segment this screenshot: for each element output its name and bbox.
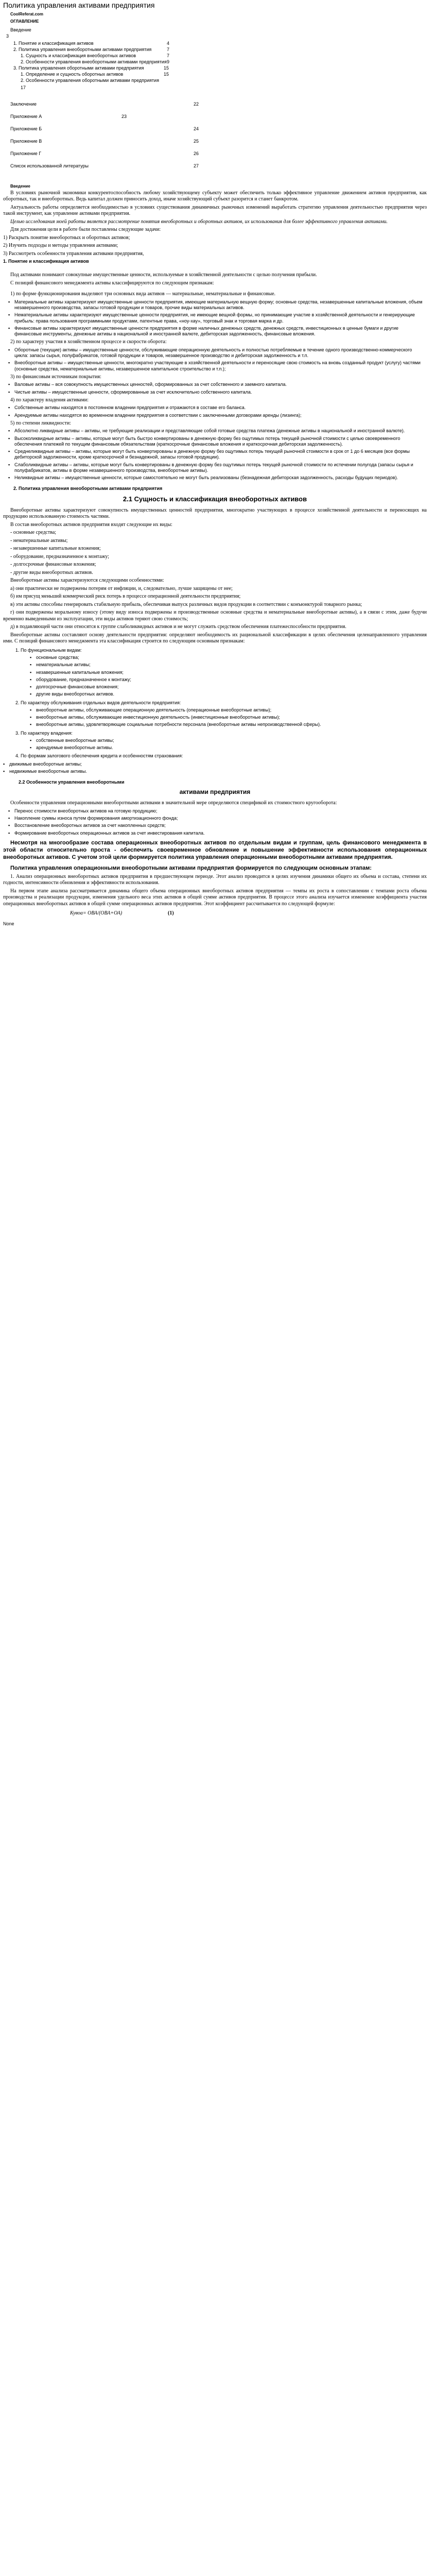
paragraph: 2) по характеру участия в хозяйственном процессе и скорости оборота: <box>10 339 167 345</box>
list-item: - долгосрочные финансовые вложения; <box>10 562 96 568</box>
paragraph: В состав внеоборотных активов предприятия входят следующие их виды: <box>10 521 172 528</box>
trailing-text: None <box>3 921 14 926</box>
bullet-list <box>3 347 427 372</box>
formula <box>70 910 427 917</box>
paragraph: в) эти активы способны генерировать стабильную прибыль, обеспечивая выпуск различных видов продукции в соответствии с конъюнктурой товарного рынка; <box>10 601 362 607</box>
list-item: ▪ Чистые активы – имущественные ценности, сформированные за счет исключительно собственного капитала. <box>14 389 427 395</box>
table-of-contents <box>3 27 427 173</box>
section-2-2-heading-cont: активами предприятия <box>179 788 251 796</box>
site-name: CoolReferat.com <box>10 11 44 16</box>
paragraph: 5) по степени ликвидности: <box>10 420 71 426</box>
paragraph: д) в подавляющей части они относятся к группе слаболиквидных активов и не могут служить средством обеспечения платежеспособности предприятия. <box>10 624 346 630</box>
toc-item[interactable] <box>8 148 427 160</box>
bullet-list <box>3 808 427 836</box>
list-item: ▪ движимые внеоборотные активы; <box>9 761 427 767</box>
list-item: ▪ Финансовые активы характеризуют имущественные ценности предприятия в форме наличных денежных средств, денежных средств, инвестиционных в ценные бумаги и другие финансовые инструменты, денежные активы в национальной и иностранной валюте, дебиторская задолженность, финансовые вложения. <box>14 326 427 337</box>
toc-item-label: Приложение А <box>10 113 42 119</box>
toc-item-intro-page <box>8 33 427 41</box>
toc-item-label: 3. Политика управления оборотными активами предприятия <box>13 65 144 71</box>
task-item: 3) Рассмотреть особенности управления активами предприятия, <box>3 250 144 257</box>
paragraph: б) им присущ меньший коммерческий риск потерь в процессе операционной деятельности предприятия; <box>10 594 241 600</box>
paragraph: 1) по форме функционирования выделяют три основных вида активов — материальные, нематериальные и финансовые. <box>10 291 276 297</box>
list-item: ▪ внеоборотные активы, обслуживающие инвестиционную деятельность (инвестиционные внеоборотные активы); <box>36 715 427 720</box>
toc-item-page: 7 <box>167 53 170 58</box>
list-item: ▪ Арендуемые активы находятся во временном владении предприятия в соответствии с заключенными договорами аренды (лизинга); <box>14 413 427 418</box>
toc-item-page: 7 <box>167 46 170 52</box>
task-item: 2) Изучить подходы и методы управления активами; <box>3 243 118 248</box>
list-item: - незавершенные капитальные вложения; <box>10 546 101 552</box>
toc-item-intro[interactable] <box>8 27 427 33</box>
paragraph: а) они практически не подвержены потерям от инфляции, и, следовательно, лучше защищены от нее; <box>10 585 233 591</box>
list-item: ▪ Высоколиквидные активы – активы, которые могут быть быстро конвертированы в денежную форму без ощутимых потерь текущей рыночной стоимости с целью своевременного обеспечения платежей по текущим финансовым обязательствам (краткосрочные финансовые вложения и краткосрочная дебиторская задолженность). <box>14 436 427 448</box>
bullet-list <box>15 707 427 728</box>
list-item: ▪ основные средства; <box>36 655 427 660</box>
toc-item[interactable] <box>8 135 427 148</box>
section-2-2-heading: 2.2 Особенности управления внеоборотными <box>19 779 125 785</box>
list-heading: 4. По формам залогового обеспечения кредита и особенностям страхования: <box>15 753 183 759</box>
formula-number: (1) <box>168 910 174 917</box>
toc-item-page: 25 <box>194 138 199 144</box>
task-item: 1) Раскрыть понятие внеоборотных и оборотных активов; <box>3 234 130 241</box>
list-item: ▪ Накопление суммы износа путем формирования амортизационного фонда; <box>14 816 427 821</box>
paragraph: Особенности управления операционными внеоборотными активами в значительной мере определяются спецификой их стоимостного кругооборота: <box>10 800 337 806</box>
toc-heading: ОГЛАВЛЕНИЕ <box>10 19 39 24</box>
list-item: ▪ оборудование, предназначенное к монтажу; <box>36 677 427 683</box>
toc-item[interactable] <box>8 41 427 47</box>
list-item: ▪ собственные внеоборотные активы; <box>36 738 427 743</box>
bullet-list <box>3 405 427 418</box>
toc-item[interactable] <box>8 72 427 78</box>
toc-item[interactable] <box>8 59 427 65</box>
list-item: ▪ другие виды внеоборотных активов. <box>36 691 427 697</box>
toc-item[interactable] <box>8 111 427 123</box>
formula-text: Кувоа= ОВА/(ОВА+ОА) <box>70 910 123 917</box>
list-item: - другие виды внеоборотных активов. <box>10 569 93 575</box>
paragraph: Под активами понимают совокупные имущественные ценности, используемые в хозяйственной деятельности с целью получения прибыли. <box>10 272 317 278</box>
toc-item-label: 2. Особенности управления оборотными активами предприятия <box>21 77 159 83</box>
toc-item-page: 23 <box>121 113 127 119</box>
toc-item-page: 15 <box>164 71 169 77</box>
toc-item-label: Заключение <box>10 101 37 107</box>
toc-item[interactable] <box>8 65 427 72</box>
toc-item-page: 4 <box>167 40 170 46</box>
toc-item-label: 1. Понятие и классификация активов <box>13 40 94 46</box>
list-item: ▪ Оборотные (текущие) активы – имущественные ценности, обслуживающие операционную деятельность и полностью потребляемые в течение одного производственно-коммерческого цикла: запасы сырья, полуфабрикатов, готовой продукции и товаров, незавершенное производство и дебиторская задолженность и т.п. <box>14 347 427 359</box>
toc-item-label: Приложение Б <box>10 126 42 131</box>
toc-item-page: 17 <box>21 84 26 90</box>
list-item: ▪ внеоборотные активы, обслуживающие операционную деятельность (операционные внеоборотные активы); <box>36 707 427 713</box>
bold-paragraph: Несмотря на многообразие состава операционных внеоборотных активов по отдельным видам и группам, цель финансового менеджмента в этой области относительно проста - обеспечить своевременное обновление и повышение эффективности использования операционных внеоборотных активов. С учетом этой цели формируется политика управления операционными внеоборотными активами предприятия. <box>3 839 427 861</box>
toc-item-label: 2. Особенности управления внеоборотными активами предприятия <box>21 59 167 64</box>
paragraph: На первом этапе анализа рассматривается динамика общего объема операционных внеоборотных активов предприятия — темпы их роста в сопоставлении с темпами роста объема производства и реализации продукции, изменения удельного веса этих активов в общей сумме активов предприятия. В процессе этого анализа изучается изменение коэффициента участия операционных внеоборотных активов в общей сумме операционных активов предприятия. Этот коэффициент рассчитывается по следующей формуле: <box>3 888 427 907</box>
toc-item-label: Приложение Г <box>10 150 42 156</box>
list-item: ▪ Среднеликвидные активы – активы, которые могут быть конвертированы в денежную форму без ощутимых потерь текущей рыночной стоимости в срок от 1 до 6 месяцев (все формы дебиторской задолженности, кроме краткосрочной и безнадежной, запасы готовой продукции). <box>14 449 427 461</box>
list-item: ▪ Слаболиквидные активы – активы, которые могут быть конвертированы в денежную форму без ощутимых потерь текущей рыночной стоимости по истечении полугода (запасы сырья и полуфабрикатов, активы в форме незавершенного производства, внеоборотные активы). <box>14 462 427 474</box>
section-2-1-heading: 2.1 Сущность и классификация внеоборотных активов <box>123 495 307 503</box>
toc-item[interactable] <box>8 98 427 111</box>
classification-list <box>15 648 427 759</box>
toc-item-page: 22 <box>194 101 199 107</box>
list-item: ▪ внеоборотные активы, удовлетворяющие социальные потребности персонала (внеоборотные активы непроизводственной сферы). <box>36 722 427 727</box>
toc-item-page: 3 <box>6 33 9 39</box>
list-item: ▪ Перенос стоимости внеоборотных активов на готовую продукцию; <box>14 808 427 814</box>
paragraph: Актуальность работы определяется необходимостью в условиях существования динамичных рыночных изменений выработать стратегию управления деятельностью предприятия через такой инструмент, как управление активами предприятия. <box>3 204 427 216</box>
bullet-list <box>3 299 427 337</box>
toc-item-label: Приложение В <box>10 138 42 144</box>
toc-item[interactable] <box>8 78 427 85</box>
toc-item-page-row <box>8 85 427 93</box>
paragraph: 4) по характеру владения активами: <box>10 397 89 403</box>
list-item: - нематериальные активы; <box>10 537 68 544</box>
list-item: ▪ недвижимые внеоборотные активы. <box>9 769 427 774</box>
toc-item-label: 1. Сущность и классификация внеоборотных активов <box>21 53 136 58</box>
toc-item-page: 26 <box>194 150 199 156</box>
toc-item-label: Введение <box>10 27 31 32</box>
paragraph: Внеоборотные активы составляют основу деятельности предприятия: определяют необходимость их рациональной классификации в целях обеспечения целенаправленного управления ими. С позиций финансового менеджмента эта классификация строится по следующим основным признакам: <box>3 632 427 645</box>
paragraph: Внеоборотные активы характеризуют совокупность имущественных ценностей предприятия, многократно участвующих в процессе хозяйственной деятельности и переносящих на продукцию использованную стоимость частями. <box>3 507 427 520</box>
list-item: ▪ долгосрочные финансовые вложения; <box>36 684 427 690</box>
paragraph: 3) по финансовым источникам покрытия: <box>10 374 101 380</box>
bullet-list <box>3 382 427 395</box>
list-item: - оборудование, предназначенное к монтажу; <box>10 553 110 560</box>
paragraph: г) они подвержены моральному износу (этому виду износа подвержены и производственные основные средства и нематериальные внеоборотные активы), а в связи с этим, даже будучи временно выведенными из эксплуатации, эти виды активов теряют свою стоимость; <box>3 609 427 622</box>
paragraph: С позиций финансового менеджмента активы классифицируются по следующим признакам: <box>10 280 214 286</box>
bold-paragraph: Политика управления операционными внеоборотными активами предприятия формируется по следующим основным этапам: <box>10 865 372 871</box>
list-item: ▪ незавершенные капитальные вложения; <box>36 670 427 675</box>
list-item: ▪ Внеоборотные активы – имущественные ценности, многократно участвующие в хозяйственной деятельности и переносящие свою стоимость на вновь созданный продукт (услугу) частями (основные средства, нематериальные активы, незавершенное капитальное строительство и т.п.); <box>14 360 427 372</box>
intro-heading: Введение <box>10 183 30 189</box>
toc-item[interactable] <box>8 53 427 59</box>
list-heading: 3. По характеру владения: <box>15 730 73 736</box>
toc-item[interactable] <box>8 160 427 173</box>
bullet-list <box>3 428 427 481</box>
list-heading: 1. По функциональным видам: <box>15 647 82 653</box>
toc-item-page: 9 <box>167 59 170 64</box>
chapter-2-heading: 2. Политика управления внеоборотными активами предприятия <box>13 486 163 492</box>
list-item: ▪ Нематериальные активы характеризуют имущественные ценности предприятия, не имеющие вещной формы, но принимающие участие в хозяйственной деятельности и генерирующие прибыль: права пользования программными продуктами, патентные права, «ноу-хау», торговый знак и торговая марка и др. <box>14 312 427 324</box>
list-item: ▪ нематериальные активы; <box>36 662 427 668</box>
page-title: Политика управления активами предприятия <box>3 1 155 9</box>
toc-item-label: 1. Определение и сущность оборотных активов <box>21 71 124 77</box>
list-item: ▪ Абсолютно ликвидные активы – активы, не требующие реализации и представляющие собой готовые средства платежа (денежные активы в национальной и иностранной валюте). <box>14 428 427 434</box>
list-item: ▪ арендуемые внеоборотные активы. <box>36 745 427 751</box>
paragraph: Для достижения цели в работе были поставлены следующие задачи: <box>10 227 161 232</box>
bullet-list <box>15 738 427 751</box>
list-item: ▪ Материальные активы характеризуют имущественные ценности предприятия, имеющие материальную вещную форму; основные средства, незавершенные капитальные вложения, объем незавершенного производства, запасы готовой продукции и товаров, прочие виды материальных активов. <box>14 299 427 311</box>
list-item: ▪ Собственные активы находятся в постоянном владении предприятия и отражаются в составе его баланса. <box>14 405 427 411</box>
list-heading: 2. По характеру обслуживания отдельных видов деятельности предприятия: <box>15 700 181 705</box>
toc-item[interactable] <box>8 47 427 53</box>
chapter-1-heading: 1. Понятие и классификация активов <box>3 259 89 264</box>
paragraph: Целью исследования моей работы является рассмотрение понятия внеоборотных и оборотных активов, их использования для более эффективного управления активами. <box>10 218 388 225</box>
toc-item[interactable] <box>8 123 427 135</box>
list-item: ▪ Формирование внеоборотных операционных активов за счет инвестирования капитала. <box>14 831 427 836</box>
bullet-list <box>15 655 427 698</box>
bullet-list <box>3 761 427 775</box>
list-item: ▪ Неликвидные активы – имущественные ценности, которые самостоятельно не могут быть реализованы (безнадежная дебиторская задолженность, расходы будущих периодов). <box>14 475 427 481</box>
toc-item-page: 15 <box>164 65 169 71</box>
toc-item-label: 2. Политика управления внеоборотными активами предприятия <box>13 46 152 52</box>
list-item: ▪ Восстановление внеоборотных активов за счет накопленных средств; <box>14 823 427 828</box>
paragraph: В условиях рыночной экономики конкурентоспособность любому хозяйствующему субъекту может обеспечить только эффективное управление движением активов предприятия, как оборотных, так и внеоборотных. Ведь капитал должен приносить доход, иначе хозяйствующий субъект разорится и станет банкротом. <box>3 190 427 202</box>
document <box>0 0 430 928</box>
paragraph: Внеоборотные активы характеризуются следующими особенностями: <box>10 578 164 584</box>
paragraph: 1. Анализ операционных внеоборотных активов предприятия в предшествующем периоде. Этот анализ проводится в целях изучения динамики общего их объема и состава, степени их годности, интенсивности обновления и эффективности использования. <box>3 873 427 886</box>
list-item: - основные средства; <box>10 530 57 536</box>
toc-item-label: Список использованной литературы <box>10 163 89 168</box>
list-item: ▪ Валовые активы – вся совокупность имущественных ценностей, сформированных за счет собственного и заемного капитала. <box>14 382 427 387</box>
toc-item-page: 24 <box>194 126 199 131</box>
toc-item-page: 27 <box>194 163 199 168</box>
